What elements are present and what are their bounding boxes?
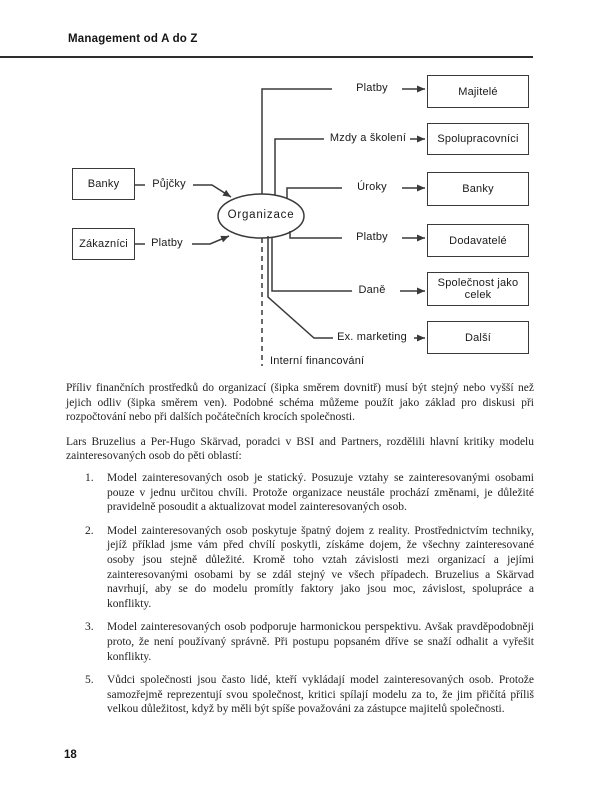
arrow-pujcky-to-org — [193, 185, 231, 197]
flow-label-uroky: Úroky — [357, 181, 387, 193]
list-item-text: Model zainteresovaných osob podporuje harmonickou perspektivu. Avšak pravděpodobněji proto, že není používaný správně. Při postupu popsaném dříve se snaží odhalit a vyřešit konflikty. — [107, 621, 534, 663]
flow-label-dane: Daně — [358, 284, 386, 296]
diagram-box-spolecnost-jako-celek — [427, 272, 529, 306]
diagram-box-zakaznici — [72, 228, 135, 260]
critique-list — [85, 471, 534, 717]
paragraph-lead-in: Lars Bruzelius a Per-Hugo Skärvad, poradci v BSI and Partners, rozdělili hlavní kritiky modelu zainteresovaných osob do pěti oblastí: — [66, 435, 534, 463]
flow-label-platby-in: Platby — [151, 237, 183, 249]
diagram-box-banky-target — [427, 172, 529, 206]
list-item-text: Model zainteresovaných osob je statický. Posuzuje vztahy se zainteresovanými osobami pouze v jednu určitou chvíli. Protože organizace neustále prochází změnami, je důležité pravidelně posoudit a aktualizovat model zainteresovaných osob. — [107, 471, 534, 514]
box-label: Banky — [87, 178, 120, 190]
diagram-box-spolupracovnici — [427, 123, 529, 155]
list-item-number: 2. — [85, 524, 94, 537]
internal-financing-label: Interní financování — [270, 355, 365, 367]
connector-exmarketing-dalsi — [268, 236, 333, 338]
box-label: Další — [464, 331, 492, 344]
diagram-box-majitele — [427, 75, 529, 108]
box-label: Majitelé — [458, 85, 498, 98]
organization-label: Organizace — [227, 209, 295, 221]
body-text — [66, 381, 534, 726]
box-label: Zákazníci — [79, 238, 128, 250]
box-label: Dodavatelé — [449, 234, 507, 247]
diagram-box-banky-source — [72, 168, 135, 200]
diagram-box-dodavatele — [427, 224, 529, 257]
box-label: Spolupracovníci — [437, 133, 519, 145]
list-item-text: Vůdci společnosti jsou často lidé, kteří vykládají model zainteresovaných osob. Protože samozřejmě reprezentují svou společnost, kritici spílají modelu za to, že jim přičítá příliš velkou důležitost, když by měli být spíše považováni za zástupce majitelů společnosti. — [107, 674, 534, 716]
paragraph-intro: Příliv finančních prostředků do organizací (šipka směrem dovnitř) musí být stejný nebo vyšší než jejich odliv (šipka směrem ven). Podobné schéma můžeme použít jako základ pro diskusi při rozpočtování nebo při dalších počátečních krocích společnosti. — [66, 382, 534, 424]
list-item — [85, 620, 534, 664]
connector-dane-spolecnost — [272, 237, 352, 291]
box-label: Banky — [462, 183, 494, 195]
list-item-number: 5. — [85, 674, 94, 687]
flow-label-pujcky: Půjčky — [152, 178, 186, 190]
flow-label-ex-marketing: Ex. marketing — [337, 331, 407, 343]
page-header: Management od A do Z — [68, 33, 198, 45]
connector-mzdy-spolupracovnici — [275, 139, 324, 195]
list-item-number: 1. — [85, 471, 94, 484]
diagram-box-dalsi — [427, 321, 529, 354]
list-item-number: 3. — [85, 621, 94, 634]
list-item — [85, 673, 534, 717]
page-number: 18 — [64, 749, 77, 761]
flow-label-platby-dodavatele: Platby — [356, 231, 388, 243]
list-item-text: Model zainteresovaných osob poskytuje špatný dojem z reality. Prostřednictvím techniky, jejíž příklad jsme vám před chvílí poskytli, získáme dojem, že všechny zainteresované osoby jsou stejně důležité. Kromě toho vztah závislosti mezi organizací a jejími zainteresovanými osobami by se zdál stejný ve všech případech. Bruzelius a Skärvad navrhují, aby se do modelu promítly faktory jako jsou moc, závislost, spolupráce a konflikty. — [107, 524, 534, 610]
arrow-platby-to-org — [192, 236, 229, 244]
list-item — [85, 471, 534, 515]
flow-label-mzdy-a-skoleni: Mzdy a školení — [329, 132, 407, 144]
list-item — [85, 524, 534, 612]
flow-label-platby-majitele: Platby — [356, 82, 388, 94]
box-label: Společnost jako celek — [437, 277, 519, 301]
